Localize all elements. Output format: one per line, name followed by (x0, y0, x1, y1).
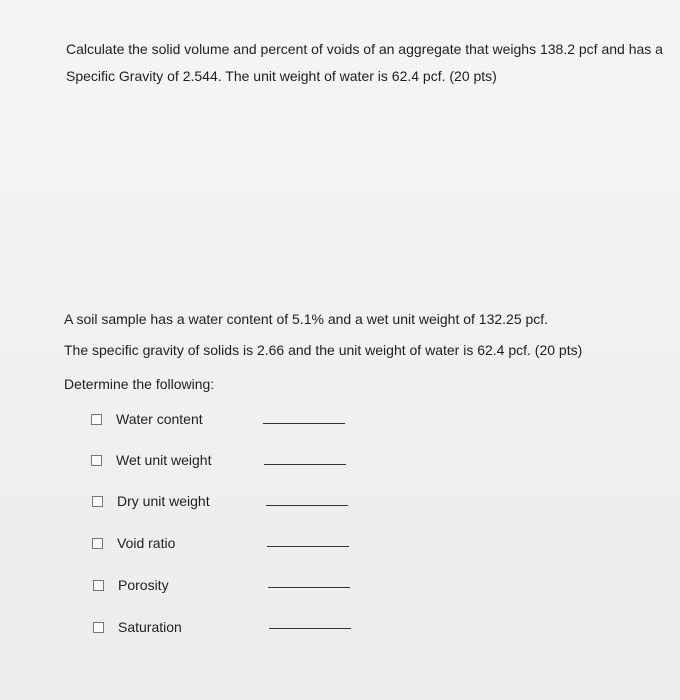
item-label: Porosity (118, 577, 169, 593)
answer-blank-water-content (263, 423, 345, 424)
answer-blank-dry-unit-weight (266, 505, 348, 506)
checkbox-icon (91, 455, 102, 466)
checkbox-icon (92, 496, 103, 507)
question2-instruction: Determine the following: (64, 376, 215, 392)
answer-blank-saturation (269, 628, 351, 629)
answer-blank-wet-unit-weight (264, 464, 346, 465)
question1-line2: Specific Gravity of 2.544. The unit weight of water is 62.4 pcf. (20 pts) (66, 68, 497, 84)
question2-line2: The specific gravity of solids is 2.66 and the unit weight of water is 62.4 pcf. (20 pts) (64, 342, 583, 358)
item-label: Dry unit weight (117, 493, 210, 509)
answer-blank-porosity (268, 587, 350, 588)
checkbox-icon (91, 414, 102, 425)
item-label: Wet unit weight (116, 452, 212, 468)
checkbox-icon (93, 622, 104, 633)
checkbox-icon (92, 538, 103, 549)
item-label: Water content (116, 411, 203, 427)
checkbox-icon (93, 580, 104, 591)
question1-line1: Calculate the solid volume and percent of voids of an aggregate that weighs 138.2 pcf and has a (66, 41, 663, 57)
question2-line1: A soil sample has a water content of 5.1% and a wet unit weight of 132.25 pcf. (64, 311, 549, 327)
answer-blank-void-ratio (267, 546, 349, 547)
item-label: Void ratio (117, 535, 176, 551)
item-label: Saturation (118, 619, 182, 635)
